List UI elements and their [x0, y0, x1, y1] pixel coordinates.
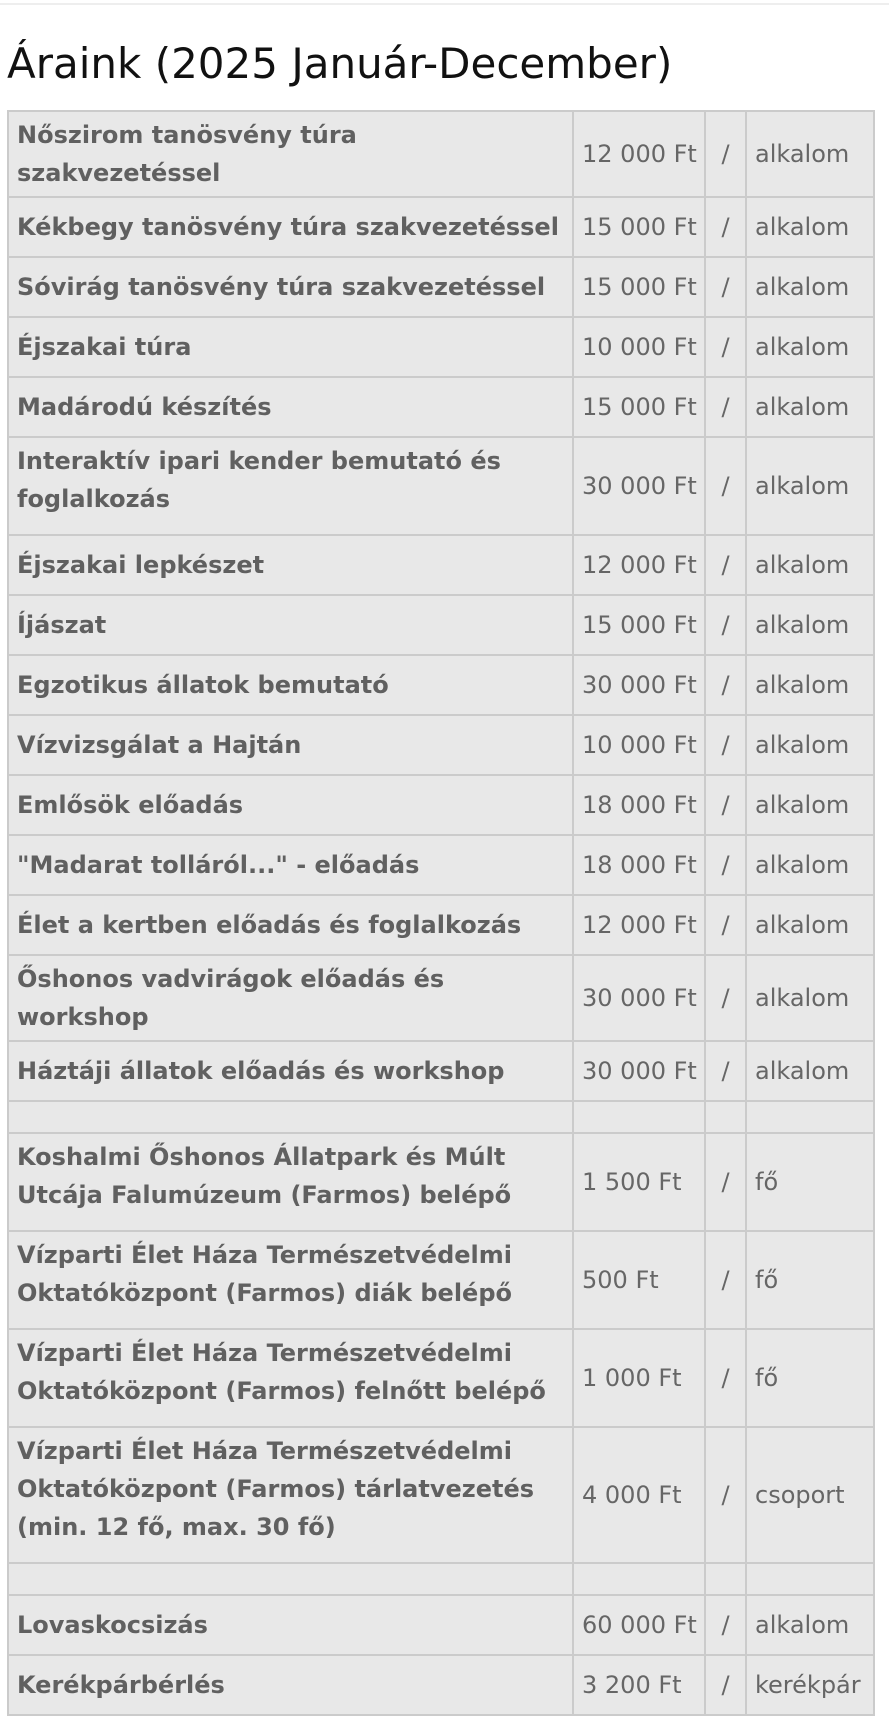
- empty-cell: [8, 1563, 573, 1595]
- service-price: 30 000 Ft: [573, 437, 705, 535]
- price-separator: /: [705, 595, 746, 655]
- table-row: [8, 535, 874, 595]
- service-price: 4 000 Ft: [573, 1427, 705, 1563]
- service-name: Emlősök előadás: [8, 775, 573, 835]
- table-row: [8, 1041, 874, 1101]
- price-unit: alkalom: [746, 715, 874, 775]
- price-unit: fő: [746, 1329, 874, 1427]
- empty-cell: [573, 1563, 705, 1595]
- service-price: 60 000 Ft: [573, 1595, 705, 1655]
- table-row: [8, 1655, 874, 1715]
- table-row: [8, 377, 874, 437]
- price-table: [7, 110, 875, 1716]
- service-price: 18 000 Ft: [573, 775, 705, 835]
- price-unit: alkalom: [746, 317, 874, 377]
- service-name: Élet a kertben előadás és foglalkozás: [8, 895, 573, 955]
- service-price: 15 000 Ft: [573, 197, 705, 257]
- table-row: [8, 257, 874, 317]
- price-unit: csoport: [746, 1427, 874, 1563]
- price-unit: alkalom: [746, 1595, 874, 1655]
- service-name: Madárodú készítés: [8, 377, 573, 437]
- service-price: 12 000 Ft: [573, 535, 705, 595]
- service-name: Vízvizsgálat a Hajtán: [8, 715, 573, 775]
- table-row: [8, 437, 874, 535]
- price-unit: alkalom: [746, 437, 874, 535]
- empty-cell: [8, 1101, 573, 1133]
- service-name: Kékbegy tanösvény túra szakvezetéssel: [8, 197, 573, 257]
- page-title: Áraink (2025 Január-December): [7, 39, 673, 88]
- table-row: [8, 1427, 874, 1563]
- price-separator: /: [705, 111, 746, 197]
- price-separator: /: [705, 895, 746, 955]
- table-row: [8, 197, 874, 257]
- service-name: Nőszirom tanösvény túra szakvezetéssel: [8, 111, 573, 197]
- empty-cell: [705, 1563, 746, 1595]
- service-name: Éjszakai lepkészet: [8, 535, 573, 595]
- price-unit: fő: [746, 1133, 874, 1231]
- service-price: 30 000 Ft: [573, 1041, 705, 1101]
- table-row: [8, 595, 874, 655]
- service-price: 1 000 Ft: [573, 1329, 705, 1427]
- table-row: [8, 111, 874, 197]
- service-price: 30 000 Ft: [573, 955, 705, 1041]
- empty-cell: [705, 1101, 746, 1133]
- price-separator: /: [705, 1231, 746, 1329]
- table-row: [8, 1329, 874, 1427]
- table-row: [8, 1231, 874, 1329]
- price-separator: /: [705, 775, 746, 835]
- service-name: Interaktív ipari kender bemutató és foglalkozás: [8, 437, 573, 535]
- spacer-row: [8, 1101, 874, 1133]
- service-name: Éjszakai túra: [8, 317, 573, 377]
- service-price: 15 000 Ft: [573, 257, 705, 317]
- table-row: [8, 1595, 874, 1655]
- price-unit: kerékpár: [746, 1655, 874, 1715]
- price-unit: alkalom: [746, 535, 874, 595]
- service-name: Koshalmi Őshonos Állatpark és Múlt Utcája Falumúzeum (Farmos) belépő: [8, 1133, 573, 1231]
- table-row: [8, 1133, 874, 1231]
- price-unit: alkalom: [746, 655, 874, 715]
- price-separator: /: [705, 257, 746, 317]
- price-separator: /: [705, 1427, 746, 1563]
- price-separator: /: [705, 655, 746, 715]
- table-row: [8, 895, 874, 955]
- price-separator: /: [705, 317, 746, 377]
- table-row: [8, 835, 874, 895]
- service-name: Sóvirág tanösvény túra szakvezetéssel: [8, 257, 573, 317]
- service-price: 3 200 Ft: [573, 1655, 705, 1715]
- service-price: 500 Ft: [573, 1231, 705, 1329]
- service-name: Vízparti Élet Háza Természetvédelmi Oktatóközpont (Farmos) tárlatvezetés (min. 12 fő, max. 30 fő): [8, 1427, 573, 1563]
- price-unit: alkalom: [746, 955, 874, 1041]
- service-name: Vízparti Élet Háza Természetvédelmi Oktatóközpont (Farmos) felnőtt belépő: [8, 1329, 573, 1427]
- price-unit: alkalom: [746, 197, 874, 257]
- price-separator: /: [705, 1041, 746, 1101]
- service-name: Íjászat: [8, 595, 573, 655]
- service-name: Kerékpárbérlés: [8, 1655, 573, 1715]
- price-unit: alkalom: [746, 257, 874, 317]
- service-name: Egzotikus állatok bemutató: [8, 655, 573, 715]
- price-unit: alkalom: [746, 835, 874, 895]
- service-name: Vízparti Élet Háza Természetvédelmi Oktatóközpont (Farmos) diák belépő: [8, 1231, 573, 1329]
- price-separator: /: [705, 377, 746, 437]
- service-price: 12 000 Ft: [573, 111, 705, 197]
- service-price: 10 000 Ft: [573, 317, 705, 377]
- service-price: 12 000 Ft: [573, 895, 705, 955]
- price-separator: /: [705, 535, 746, 595]
- price-separator: /: [705, 835, 746, 895]
- service-price: 1 500 Ft: [573, 1133, 705, 1231]
- table-row: [8, 775, 874, 835]
- service-price: 15 000 Ft: [573, 595, 705, 655]
- empty-cell: [746, 1563, 874, 1595]
- empty-cell: [573, 1101, 705, 1133]
- empty-cell: [746, 1101, 874, 1133]
- table-row: [8, 955, 874, 1041]
- price-unit: alkalom: [746, 1041, 874, 1101]
- price-separator: /: [705, 1655, 746, 1715]
- table-row: [8, 317, 874, 377]
- price-unit: alkalom: [746, 377, 874, 437]
- table-row: [8, 655, 874, 715]
- price-separator: /: [705, 715, 746, 775]
- price-separator: /: [705, 197, 746, 257]
- service-price: 10 000 Ft: [573, 715, 705, 775]
- price-unit: alkalom: [746, 895, 874, 955]
- top-divider: [0, 3, 889, 5]
- service-name: Lovaskocsizás: [8, 1595, 573, 1655]
- price-unit: alkalom: [746, 595, 874, 655]
- price-unit: fő: [746, 1231, 874, 1329]
- price-unit: alkalom: [746, 111, 874, 197]
- service-price: 15 000 Ft: [573, 377, 705, 437]
- service-name: Háztáji állatok előadás és workshop: [8, 1041, 573, 1101]
- service-price: 18 000 Ft: [573, 835, 705, 895]
- service-name: Őshonos vadvirágok előadás és workshop: [8, 955, 573, 1041]
- price-separator: /: [705, 1329, 746, 1427]
- service-price: 30 000 Ft: [573, 655, 705, 715]
- spacer-row: [8, 1563, 874, 1595]
- price-separator: /: [705, 1133, 746, 1231]
- price-unit: alkalom: [746, 775, 874, 835]
- service-name: "Madarat tolláról..." - előadás: [8, 835, 573, 895]
- price-separator: /: [705, 437, 746, 535]
- table-row: [8, 715, 874, 775]
- price-separator: /: [705, 955, 746, 1041]
- price-separator: /: [705, 1595, 746, 1655]
